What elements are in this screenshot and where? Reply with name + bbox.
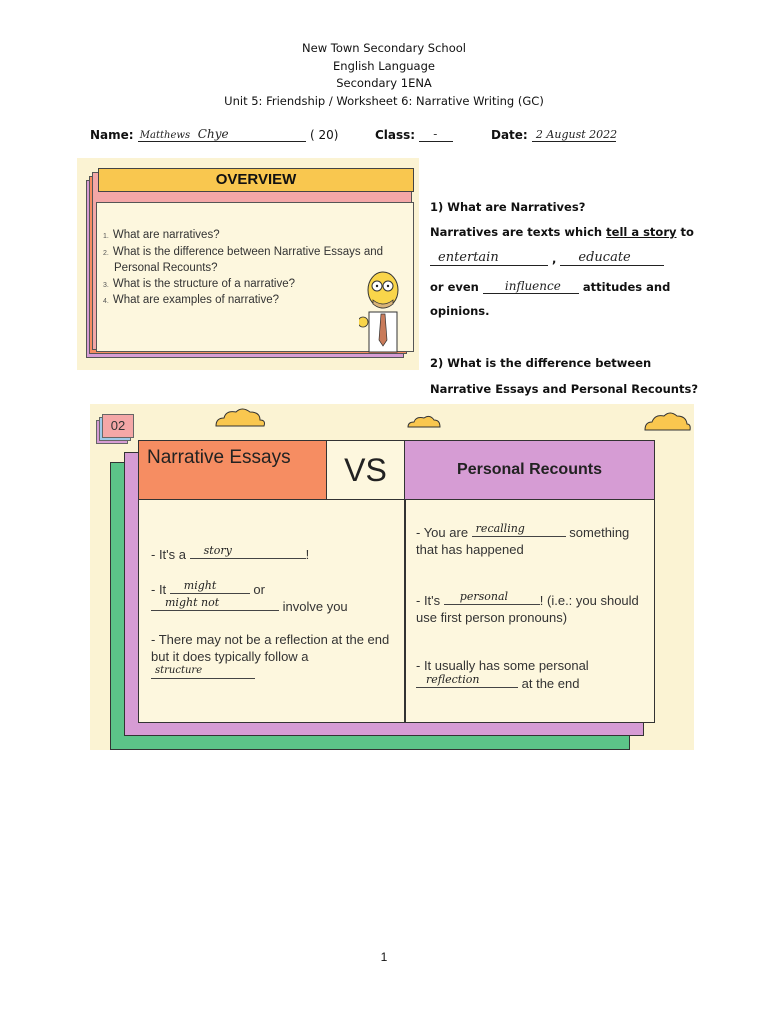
vs-comparison-graphic [90, 404, 694, 750]
narrative-blank-might[interactable]: might [170, 580, 250, 594]
q1-blank-3[interactable] [483, 278, 579, 294]
q1-line4: opinions. [430, 304, 490, 318]
vs-label: VS [327, 441, 405, 500]
date-row [491, 127, 616, 142]
q1-heading: 1) What are Narratives? [430, 200, 586, 214]
q1-line1: Narratives are texts which tell a story to [430, 225, 694, 239]
cartoon-character-illustration [359, 268, 407, 353]
recount-blank-reflection[interactable]: reflection [416, 674, 518, 688]
q2-heading-line2: Narrative Essays and Personal Recounts? [430, 382, 699, 396]
personal-recounts-header: Personal Recounts [405, 441, 654, 500]
cloud-icon [406, 414, 442, 428]
cloud-icon [212, 406, 268, 428]
register-number: ( 20) [309, 128, 339, 142]
overview-item-1: 1. What are narratives? [103, 229, 220, 241]
narrative-blank-structure[interactable]: structure [151, 665, 255, 679]
class-row [375, 127, 453, 142]
narrative-point-3: - There may not be a reflection at the end but it does typically follow a structure [151, 631, 391, 683]
worksheet-header [0, 40, 768, 110]
narrative-essays-header: Narrative Essays [139, 441, 327, 500]
q2-heading-line1: 2) What is the difference between [430, 356, 652, 370]
class-level: Secondary 1ENA [336, 76, 432, 90]
school-name: New Town Secondary School [302, 41, 466, 55]
comparison-table [138, 440, 655, 723]
narrative-point-2b: might not involve you [151, 597, 391, 615]
narrative-blank-story[interactable]: story [190, 545, 306, 559]
overview-item-3: 3. What is the structure of a narrative? [103, 277, 296, 290]
class-field[interactable] [419, 127, 453, 142]
q1-blank-2[interactable] [560, 249, 664, 266]
subject-name: English Language [333, 58, 435, 73]
section-badge: 02 [102, 414, 134, 438]
name-first-handwritten: Matthews [139, 130, 191, 141]
name-last-handwritten: Chye [197, 127, 229, 141]
date-field[interactable] [532, 127, 616, 142]
overview-item-2: 2. What is the difference between Narrative Essays and Personal Recounts? [103, 245, 384, 274]
q1-answer-influence: influence [504, 279, 561, 293]
q1-underlined-answer: tell a story [606, 225, 677, 239]
overview-card [77, 158, 419, 370]
q1-line3: or even influence attitudes and [430, 279, 671, 294]
recount-point-2: - It's personal ! (i.e.: you should use first person pronouns) [416, 590, 639, 625]
narrative-point-1: - It's a story ! [151, 544, 310, 562]
name-field[interactable] [138, 127, 306, 142]
q1-answer-entertain: entertain [438, 250, 499, 265]
overview-title: OVERVIEW [98, 168, 414, 192]
date-handwritten: 2 August 2022 [535, 128, 618, 141]
class-label: Class: [375, 128, 416, 142]
class-handwritten: - [433, 127, 438, 141]
recount-point-3: - It usually has some personal reflection at the end [416, 658, 589, 691]
unit-title: Unit 5: Friendship / Worksheet 6: Narrative Writing (GC) [224, 93, 544, 108]
recount-blank-personal[interactable]: personal [444, 591, 540, 605]
page-number: 1 [380, 950, 388, 964]
recount-blank-recalling[interactable]: recalling [472, 523, 566, 537]
narrative-point-2: - It might or [151, 579, 265, 597]
overview-list [103, 228, 403, 310]
name-row [90, 127, 338, 142]
narrative-blank-might-not[interactable]: might not [151, 597, 279, 611]
overview-item-4: 4. What are examples of narrative? [103, 294, 280, 306]
q1-blank-1[interactable] [430, 249, 548, 266]
column-divider [404, 500, 406, 722]
q1-answer-educate: educate [578, 250, 631, 265]
recount-point-1: - You are recalling something that has happened [416, 522, 630, 557]
q1-line2: entertain , educate [430, 249, 664, 266]
date-label: Date: [491, 128, 528, 142]
name-label: Name: [90, 128, 134, 142]
cloud-icon [642, 410, 692, 432]
